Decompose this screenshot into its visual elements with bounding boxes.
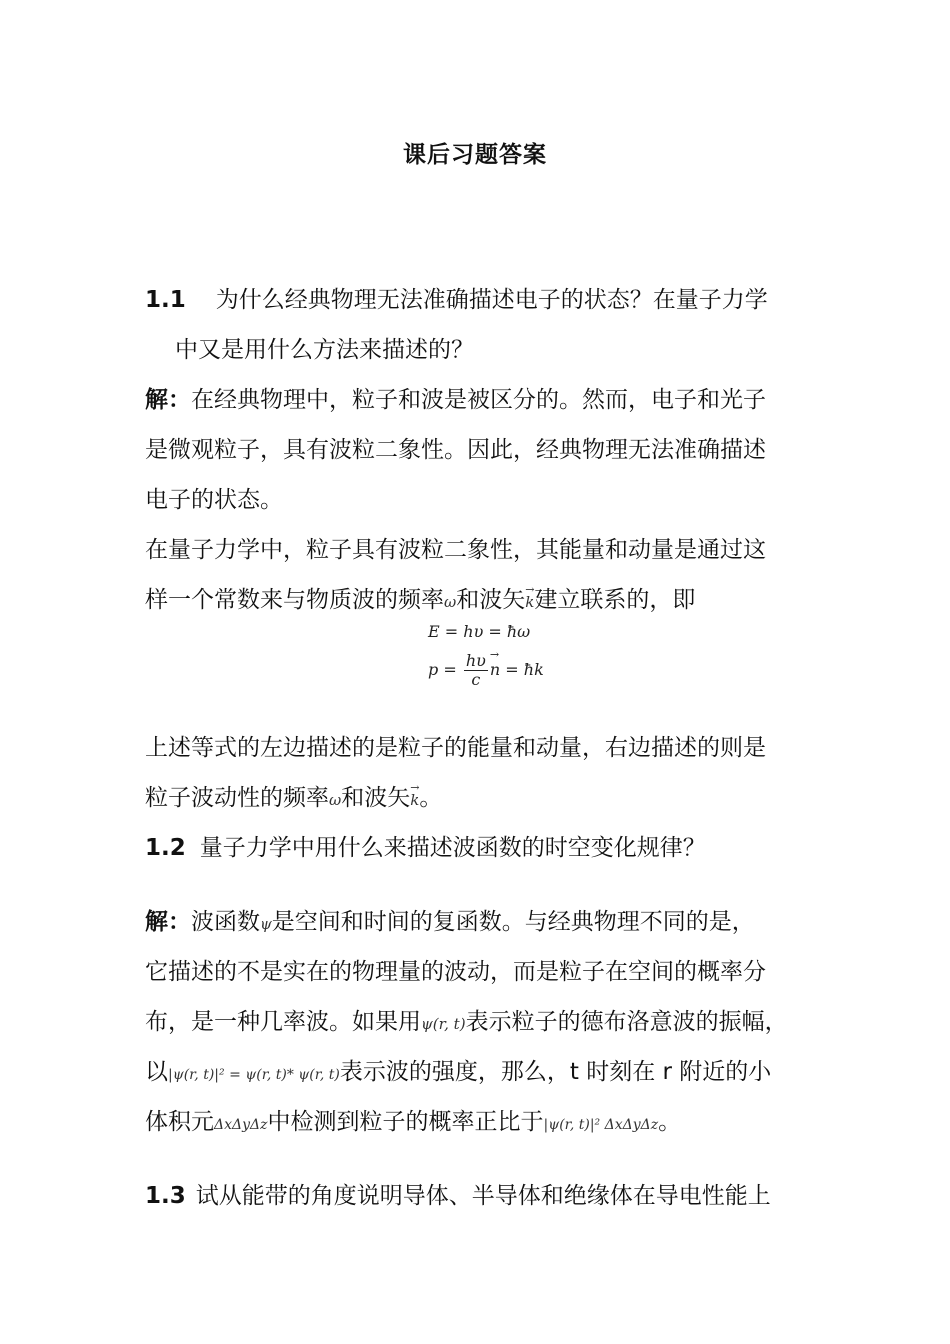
answer-1-2-line-3 [145,1006,788,1040]
volume-element: ΔxΔyΔz [214,1117,268,1133]
intensity-expression: |ψ(r, t)|² = ψ(r, t)* ψ(r, t) [168,1067,340,1083]
answer-1-1-line-4: 在量子力学中，粒子具有波粒二象性，其能量和动量是通过这 [145,537,766,563]
answer-label: 解： [145,909,191,935]
answer-text: 和波矢 [456,587,526,613]
answer-text: 表示波的强度，那么，t 时刻在 r 附近的小 [339,1059,772,1085]
equation-rhs: = ħk [505,660,544,679]
answer-1-1-line-5 [145,584,695,618]
answer-text: 表示粒子的德布洛意波的振幅， [465,1009,788,1035]
answer-text: 体积元 [145,1109,214,1135]
question-text: 量子力学中用什么来描述波函数的时空变化规律？ [199,835,706,861]
answer-1-2-line-5 [145,1106,681,1141]
answer-text: 和波矢 [341,785,411,811]
answer-text: 中检测到粒子的概率正比于 [267,1109,544,1135]
question-text: 试从能带的角度说明导体、半导体和绝缘体在导电性能上 [195,1183,771,1209]
answer-1-1-line-1 [145,384,766,416]
equation-momentum [428,652,544,689]
answer-text: 样一个常数来与物质波的频率 [145,587,444,613]
answer-text: 布，是一种几率波。如果用 [145,1009,421,1035]
answer-1-2-line-2: 它描述的不是实在的物理量的波动，而是粒子在空间的概率分 [145,959,766,985]
question-number: 1.2 [145,835,186,861]
answer-text: 建立联系的，即 [534,587,696,613]
page-title: 课后习题答案 [403,142,547,168]
omega-symbol: ω [444,593,457,611]
answer-1-2-line-4 [145,1056,771,1091]
question-1-3 [145,1180,771,1212]
answer-1-1-line-2: 是微观粒子，具有波粒二象性。因此，经典物理无法准确描述 [145,437,766,463]
answer-1-1-line-6: 上述等式的左边描述的是粒子的能量和动量，右边描述的则是 [145,735,766,761]
answer-1-1-line-7 [145,782,442,816]
answer-text: 波函数 [191,909,260,935]
answer-label: 解： [145,387,191,413]
fraction-denominator: c [471,670,481,689]
question-text: 为什么经典物理无法准确描述电子的状态？在量子力学 [215,287,768,313]
question-1-1-cont: 中又是用什么方法来描述的？ [175,337,474,363]
question-number: 1.3 [145,1183,186,1209]
wave-vector-symbol: → k [525,586,534,618]
answer-text: 以 [145,1059,168,1085]
answer-text: 。 [658,1109,682,1135]
fraction-numerator: hυ [465,651,486,670]
equation-energy: E = hυ = ħω [428,622,531,641]
answer-1-2-line-1 [145,906,755,940]
unit-vector-n: → n [490,660,500,679]
question-1-2 [145,832,706,864]
question-number: 1.1 [145,287,186,313]
probability-expression: |ψ(r, t)|² ΔxΔyΔz [543,1117,659,1133]
answer-text: 。 [419,785,443,811]
psi-symbol: ψ [260,915,272,933]
psi-rt-expression: ψ(r, t) [421,1015,466,1033]
answer-text: 粒子波动性的频率 [145,785,329,811]
wave-vector-symbol: → k [410,784,419,816]
fraction [464,652,488,689]
question-1-1 [145,284,768,316]
equation-lhs: p = [428,660,457,679]
omega-symbol: ω [329,791,342,809]
answer-text: 在经典物理中，粒子和波是被区分的。然而，电子和光子 [191,387,766,413]
answer-1-1-line-3: 电子的状态。 [145,487,283,513]
answer-text: 是空间和时间的复函数。与经典物理不同的是， [271,909,755,935]
